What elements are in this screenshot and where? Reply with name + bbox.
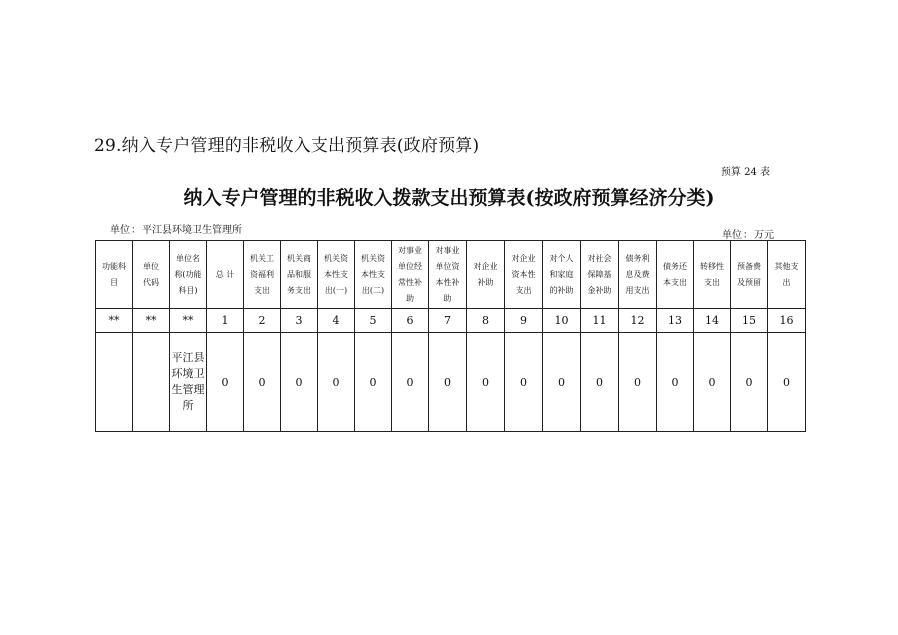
header-cell: 对事业单位资本性补助 [429,241,467,309]
data-cell: 0 [429,333,467,432]
index-cell: 7 [429,309,467,333]
header-cell: 单位代码 [133,241,170,309]
table-title: 纳入专户管理的非税收入拨款支出预算表(按政府预算经济分类) [183,187,715,209]
header-cell: 功能科目 [96,241,133,309]
currency-unit-info [722,226,774,241]
data-cell: 0 [467,333,505,432]
data-cell: 0 [657,333,694,432]
index-cell: ** [96,309,133,333]
header-cell: 债务利息及费用支出 [619,241,657,309]
header-cell: 机关商品和服务支出 [281,241,318,309]
index-cell: 15 [731,309,768,333]
header-cell: 债务还本支出 [657,241,694,309]
header-cell: 对事业单位经常性补助 [392,241,429,309]
index-cell: 6 [392,309,429,333]
index-cell: 8 [467,309,505,333]
index-cell: 13 [657,309,694,333]
index-cell: 14 [694,309,731,333]
unit-info [110,221,242,236]
header-cell: 预备费及预留 [731,241,768,309]
header-row [96,241,806,309]
unit-label: 单位 [110,225,130,236]
header-cell: 对社会保障基金补助 [581,241,619,309]
header-cell: 总 计 [207,241,244,309]
index-cell: 12 [619,309,657,333]
table-row [96,333,806,432]
header-cell: 对个人和家庭的补助 [543,241,581,309]
currency-unit-label: 单位 [722,230,742,241]
index-cell: 16 [768,309,806,333]
data-cell: 0 [355,333,392,432]
data-cell [96,333,133,432]
currency-unit-separator: ： [743,230,753,241]
index-cell: 9 [505,309,543,333]
section-title: 29.纳入专户管理的非税收入支出预算表(政府预算) [94,136,480,156]
currency-unit-value: 万元 [754,230,774,241]
index-cell: 11 [581,309,619,333]
data-cell: 0 [318,333,355,432]
data-cell: 0 [581,333,619,432]
header-cell: 机关资本性支出(一) [318,241,355,309]
index-cell: 2 [244,309,281,333]
data-cell: 0 [731,333,768,432]
data-cell: 0 [619,333,657,432]
data-cell: 0 [392,333,429,432]
index-cell: 3 [281,309,318,333]
header-cell: 对企业补助 [467,241,505,309]
unit-name: 平江县环境卫生管理所 [142,225,242,236]
header-cell: 转移性支出 [694,241,731,309]
data-cell: 0 [207,333,244,432]
index-cell: 1 [207,309,244,333]
table-number: 预算 24 表 [720,167,770,178]
header-cell: 对企业资本性支出 [505,241,543,309]
index-cell: 4 [318,309,355,333]
index-cell: ** [133,309,170,333]
header-cell: 机关工资福利支出 [244,241,281,309]
data-cell: 0 [244,333,281,432]
header-cell: 单位名称(功能科目) [170,241,207,309]
header-cell: 其他支出 [768,241,806,309]
index-cell: ** [170,309,207,333]
data-cell: 0 [281,333,318,432]
header-cell: 机关资本性支出(二) [355,241,392,309]
data-cell: 0 [694,333,731,432]
column-index-row [96,309,806,333]
unit-separator: ： [131,225,141,236]
data-cell [133,333,170,432]
data-cell: 0 [768,333,806,432]
index-cell: 10 [543,309,581,333]
data-cell: 0 [505,333,543,432]
budget-table [95,240,806,432]
index-cell: 5 [355,309,392,333]
data-cell: 0 [543,333,581,432]
unit-name-cell: 平江县环境卫生管理所 [170,333,207,432]
